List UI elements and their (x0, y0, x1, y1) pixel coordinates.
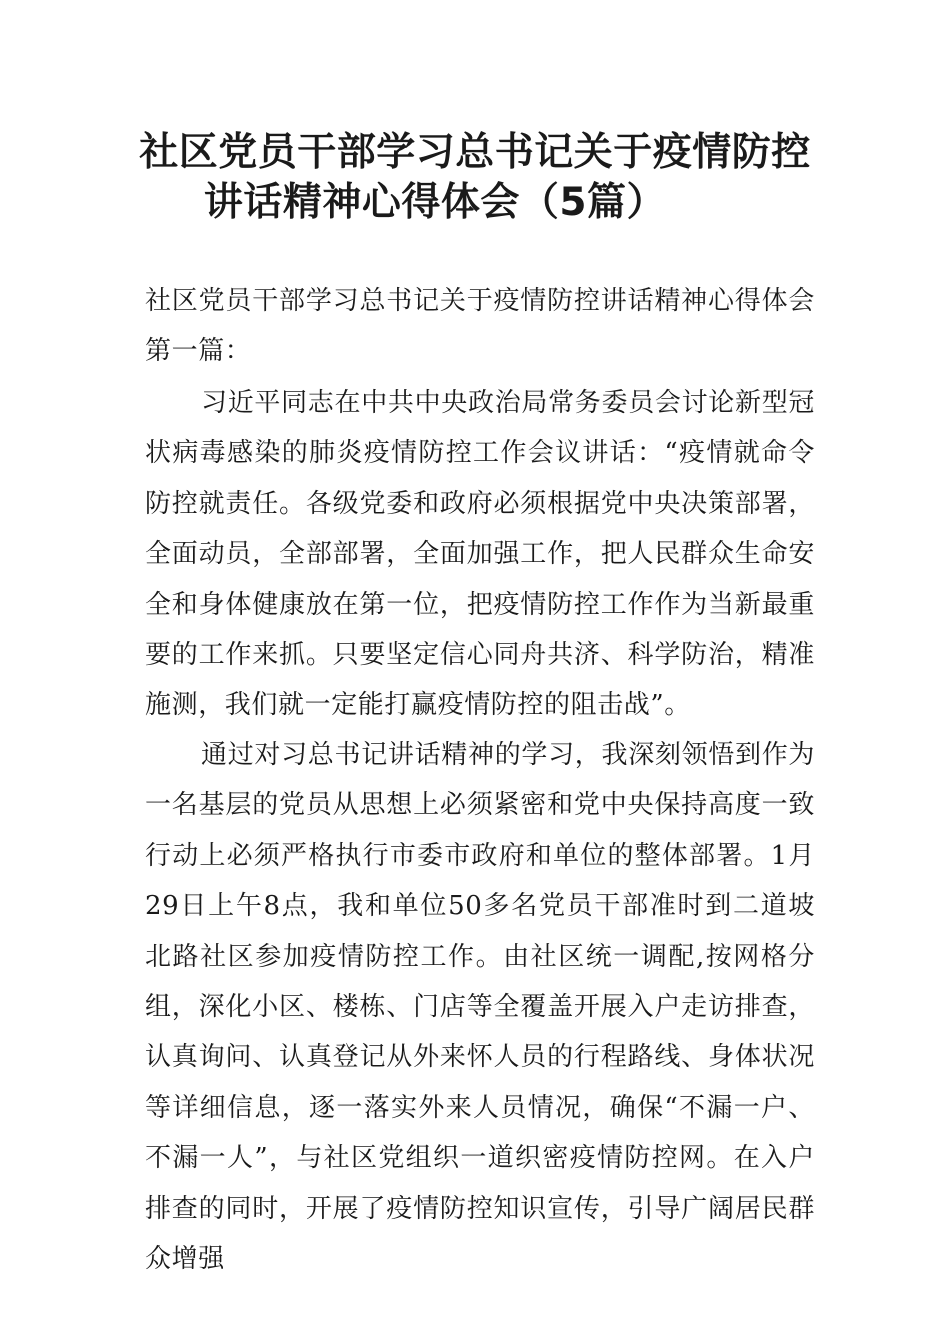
document-title-line-1: 社区党员干部学习总书记关于疫情防控 (139, 130, 811, 175)
intro-paragraph: 社区党员干部学习总书记关于疫情防控讲话精神心得体会第一篇： (145, 286, 815, 367)
document-title-line-2: 讲话精神心得体会（5篇） (203, 180, 667, 225)
body-paragraph-1: 习近平同志在中共中央政治局常务委员会讨论新型冠状病毒感染的肺炎疫情防控工作会议讲话：“疫情就命令防控就责任。各级党委和政府必须根据党中央决策部署，全面动员，全部部署，全面加强工作，把人民群众生命安全和身体健康放在第一位，把疫情防控工作作为当新最重要的工作来抓。只要坚定信心同舟共济、科学防治，精准施测，我们就一定能打赢疫情防控的阻击战”。 (145, 388, 815, 721)
body-paragraph-2: 通过对习总书记讲话精神的学习，我深刻领悟到作为一名基层的党员从思想上必须紧密和党中央保持高度一致行动上必须严格执行市委市政府和单位的整体部署。1月29日上午8点，我和单位50多名党员干部准时到二道坡北路社区参加疫情防控工作。由社区统一调配,按网格分组，深化小区、楼栋、门店等全覆盖开展入户走访排查，认真询问、认真登记从外来怀人员的行程路线、身体状况等详细信息，逐一落实外来人员情况，确保“不漏一户、不漏一人”，与社区党组织一道织密疫情防控网。在入户排查的同时，开展了疫情防控知识宣传，引导广阔居民群众增强 (145, 740, 815, 1275)
